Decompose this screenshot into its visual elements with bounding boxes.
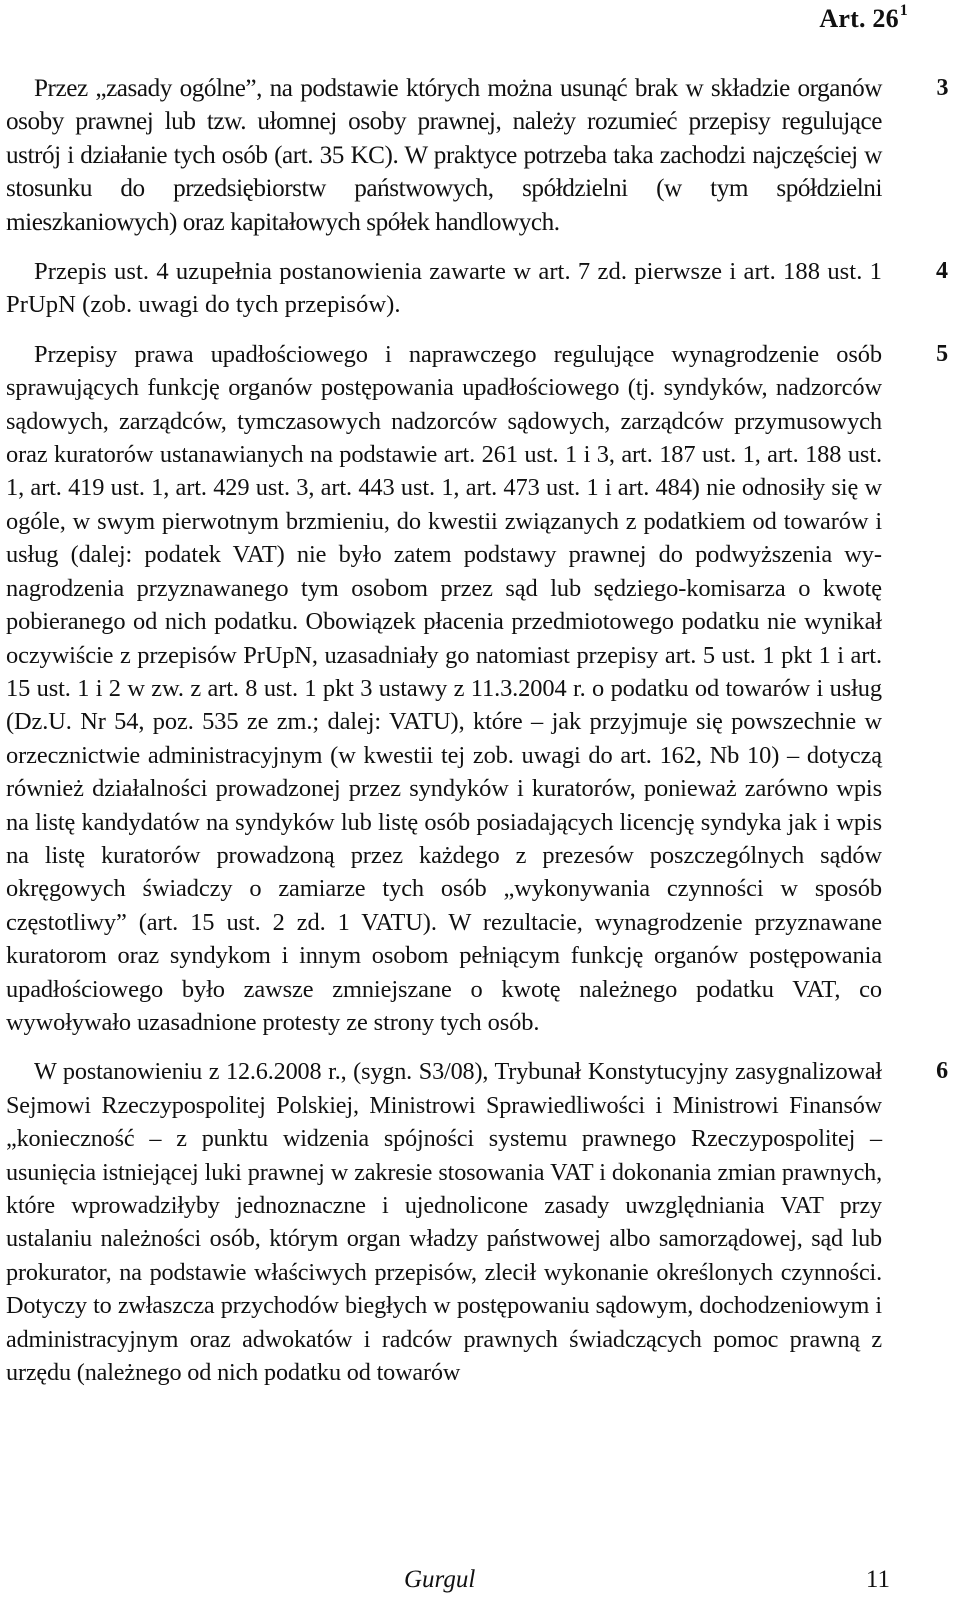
paragraph-3 [6, 72, 948, 239]
paragraph-text: Przepis ust. 4 uzupełnia postanowienia zawarte w art. 7 zd. pierwsze i art. 188 ust. 1 PrUpN (zob. uwagi do tych przepisów). [6, 258, 882, 319]
margin-number: 3 [936, 75, 948, 101]
margin-number: 5 [936, 340, 948, 367]
page-body [6, 72, 948, 1405]
margin-number: 4 [935, 258, 948, 285]
article-title: Art. 26 [819, 4, 899, 33]
margin-number: 6 [936, 1058, 948, 1085]
running-header [819, 4, 908, 34]
paragraph-4 [6, 255, 948, 322]
article-superscript: 1 [899, 2, 908, 19]
page-number: 11 [865, 1566, 890, 1593]
paragraph-text: Przez „zasady ogólne”, na podstawie których można usunąć brak w składzie organów osoby prawnej lub tzw. ułomnej osoby prawnej, należy rozumieć przepisy regulujące ustrój i działanie tych osób (art. 35 KC). W praktyce potrzeba taka zachodzi najczęściej w stosunku do przedsiębiorstw państwowych, spółdzielni (w tym spółdzielni mieszkaniowych) oraz kapitałowych spółek handlowych. [6, 75, 882, 236]
footer-author: Gurgul [404, 1566, 476, 1593]
paragraph-6 [6, 1055, 948, 1389]
paragraph-5 [6, 338, 948, 1040]
paragraph-text: Przepisy prawa upadłościowego i naprawczego regulujące wynagrodzenie osób sprawujących funkcję organów postępowania upadłościowego (tj. syndyków, nadzorców sądowych, zarządców, tymczasowych nadzorców sądowych, zarządców przymusowych oraz kuratorów ustanawianych na podstawie art. 261 ust. 1 i 3, art. 187 ust. 1, art. 188 ust. 1, art. 419 ust. 1, art. 429 ust. 3, art. 443 ust. 1, art. 473 ust. 1 i art. 484) nie odnosiły się w ogóle, w swym pierwotnym brzmieniu, do kwestii związanych z podatkiem od towarów i usług (dalej: podatek VAT) nie było zatem podstawy prawnej do podwyższenia wynagrodzenia przyznawanego tym osobom przez sąd lub sędziego-komisarza o kwotę pobieranego od nich podatku. Obowiązek płacenia przedmiotowego podatku nie wynikał oczywiście z przepisów PrUpN, uzasadniały go natomiast przepisy art. 5 ust. 1 pkt 1 i art. 15 ust. 1 i 2 w zw. z art. 8 ust. 1 pkt 3 ustawy z 11.3.2004 r. o podatku od towarów i usług (Dz.U. Nr 54, poz. 535 ze zm.; dalej: VATU), które – jak przyjmuje się powszechnie w orzecznictwie administracyjnym (w kwestii tej zob. uwagi do art. 162, Nb 10) – dotyczą również działalności prowadzonej przez syndyków i kuratorów, ponieważ zarówno wpis na listę kandydatów na syndyków lub listę osób posiadających licencję syndyka jak i wpis na listę kuratorów prowadzoną przez każdego z prezesów poszczególnych sądów okręgowych świadczy o zamiarze tych osób „wykonywania czynności w sposób częstotliwy” (art. 15 ust. 2 zd. 1 VATU). W rezultacie, wynagrodzenie przyznawane kuratorom oraz syndykom i innym osobom pełniącym funkcję organów postępowania upadłościowego było zawsze zmniejszane o kwotę należnego podatku VAT, co wywoływało uzasadnione protesty ze strony tych osób. [6, 340, 882, 1036]
paragraph-text: W postanowieniu z 12.6.2008 r., (sygn. S3/08), Trybunał Konstytucyjny zasygnalizował Sejmowi Rzeczypospolitej Polskiej, Ministrowi Sprawiedliwości i Ministrowi Finansów „konieczność – z punktu widzenia spójności systemu prawnego Rzeczypospolitej – usunięcia istniejącej luki prawnej w zakresie stosowania VAT i dokonania zmian prawnych, które wprowadziłyby jednoznaczne i ujednolicone zasady uwzględniania VAT przy ustalaniu należności osób, którym organ władzy państwowej albo samorządowej, sąd lub prokurator, na podstawie właściwych przepisów, zlecił wykonanie określonych czynności. Dotyczy to zwłaszcza przychodów biegłych w postępowaniu sądowym, dochodzeniowym i administracyjnym oraz adwokatów i radców prawnych świadczących pomoc prawną z urzędu (należnego od nich podatku od towarów [6, 1058, 882, 1387]
